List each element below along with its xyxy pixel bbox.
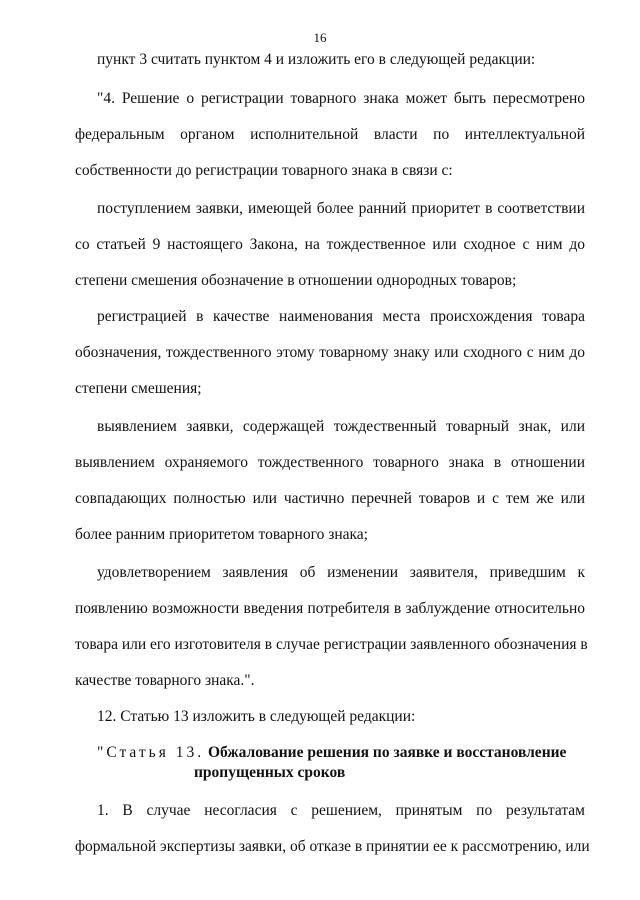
text-line: федеральным органом исполнительной власти по интеллектуальной: [75, 126, 585, 143]
text-line: обозначения, тождественного этому товарному знаку или сходного с ним до: [75, 344, 585, 361]
text-line: товара или его изготовителя в случае регистрации заявленного обозначения в: [75, 636, 588, 653]
text-line: поступлением заявки, имеющей более ранний приоритет в соответствии: [97, 200, 585, 217]
text-line: 12. Статью 13 изложить в следующей редакции:: [97, 708, 416, 725]
article-heading: [97, 744, 566, 762]
text-line: появлению возможности введения потребителя в заблуждение относительно: [75, 600, 585, 617]
text-line: 1. В случае несогласия с решением, принятым по результатам: [97, 802, 585, 819]
text-line: более ранним приоритетом товарного знака;: [75, 526, 368, 543]
text-line: "4. Решение о регистрации товарного знака может быть пересмотрено: [97, 90, 585, 107]
text-line: со статьей 9 настоящего Закона, на тождественное или сходное с ним до: [75, 236, 585, 253]
article-title-continued: пропущенных сроков: [194, 764, 346, 781]
text-line: регистрацией в качестве наименования места происхождения товара: [97, 308, 585, 325]
text-line: степени смешения обозначение в отношении однородных товаров;: [75, 272, 517, 289]
text-line: качестве товарного знака.".: [75, 672, 255, 689]
text-line: собственности до регистрации товарного знака в связи с:: [75, 162, 453, 179]
text-line: выявлением охраняемого тождественного товарного знака в отношении: [75, 454, 585, 471]
page-number: 16: [313, 30, 327, 45]
article-title: Обжалование решения по заявке и восстановление: [208, 744, 567, 761]
text-line: удовлетворением заявления об изменении заявителя, приведшим к: [97, 564, 585, 581]
article-prefix: "Статья 13.: [97, 744, 205, 761]
text-line: степени смешения;: [75, 380, 202, 397]
text-line: совпадающих полностью или частично перечней товаров и с тем же или: [75, 490, 585, 507]
text-line: пункт 3 считать пунктом 4 и изложить его в следующей редакции:: [97, 51, 536, 68]
text-line: формальной экспертизы заявки, об отказе в принятии ее к рассмотрению, или: [75, 838, 590, 855]
text-line: выявлением заявки, содержащей тождественный товарный знак, или: [97, 418, 585, 435]
